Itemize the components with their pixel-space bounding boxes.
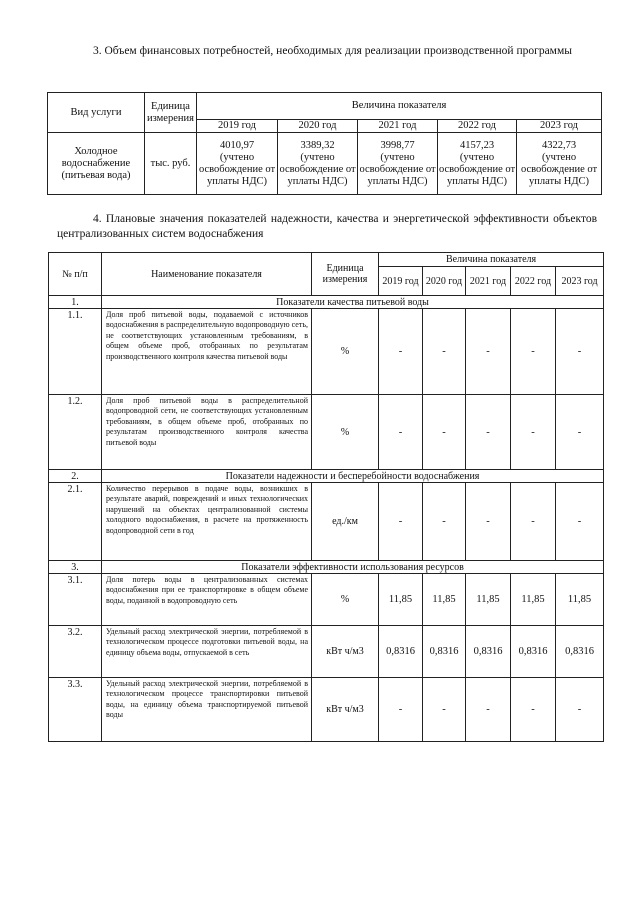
indicator-name: Удельный расход электрической энергии, потребляемой в технологическом процессе транспортировки питьевой воды, на единицу объема транспортируемой питьевой воды: [102, 678, 312, 742]
value-cell: -: [511, 395, 556, 470]
section-num: 2.: [49, 470, 102, 483]
value-number: 3998,77: [380, 139, 415, 151]
year-cell: 2022 год: [511, 267, 556, 296]
indicator-name: Удельный расход электрической энергии, потребляемой в технологическом процессе подготовки питьевой воды, на единицу объема воды, отпускаемой в сеть: [102, 626, 312, 678]
year-cell: 2023 год: [517, 120, 602, 133]
value-number: 4010,97: [219, 139, 255, 151]
value-note: (учтено освобождение от уплаты НДС): [520, 151, 598, 187]
unit-cell: ед./км: [312, 483, 379, 561]
section-num: 3.: [49, 561, 102, 574]
value-cell: -: [423, 309, 466, 395]
value-note: (учтено освобождение от уплаты НДС): [198, 151, 276, 187]
section-title: Показатели качества питьевой воды: [102, 296, 604, 309]
value-cell: 11,85: [379, 574, 423, 626]
value-cell: -: [556, 678, 604, 742]
value-cell: -: [556, 395, 604, 470]
year-cell: 2019 год: [379, 267, 423, 296]
value-cell: -: [379, 395, 423, 470]
value-note: (учтено освобождение от уплаты НДС): [438, 151, 516, 187]
value-cell: -: [466, 483, 511, 561]
value-cell: 0,8316: [379, 626, 423, 678]
year-cell: 2019 год: [197, 120, 278, 133]
value-cell: -: [466, 678, 511, 742]
year-cell: 2023 год: [556, 267, 604, 296]
row-num: 1.2.: [49, 395, 102, 470]
indicator-name: Доля проб питьевой воды, подаваемой с источников водоснабжения в распределительную водопроводную сеть, не соответствующих установленным требованиям, в общем объеме проб, отобранных по результатам производственного контроля качества питьевой воды: [102, 309, 312, 395]
value-note: (учтено освобождение от уплаты НДС): [279, 151, 356, 187]
indicator-name: Доля проб питьевой воды в распределительной водопроводной сети, не соответствующих установленным требованиям, в общем объеме проб, отобранных по результатам производственного контроля качества питьевой воды: [102, 395, 312, 470]
value-number: 4322,73: [541, 139, 577, 151]
col-header-service: Вид услуги: [48, 93, 145, 133]
value-cell: -: [423, 678, 466, 742]
row-num: 3.2.: [49, 626, 102, 678]
value-cell: -: [556, 309, 604, 395]
col-header-unit: Единица измерения: [312, 253, 379, 296]
value-cell: 11,85: [556, 574, 604, 626]
table-header-row: [49, 253, 604, 267]
col-header-num: № п/п: [49, 253, 102, 296]
value-cell: 0,8316: [556, 626, 604, 678]
table-row: [49, 395, 604, 470]
section3-heading: 3. Объем финансовых потребностей, необходимых для реализации производственной программы: [93, 45, 572, 57]
value-cell: -: [466, 395, 511, 470]
value-cell: -: [423, 483, 466, 561]
unit-cell: %: [312, 309, 379, 395]
table-header-row: [48, 93, 602, 120]
value-cell: 0,8316: [511, 626, 556, 678]
value-cell: 0,8316: [466, 626, 511, 678]
value-cell: -: [511, 678, 556, 742]
table-row: [49, 626, 604, 678]
table-row: [49, 678, 604, 742]
section4-heading: 4. Плановые значения показателей надежности, качества и энергетической эффективности объектов централизованных систем водоснабжения: [57, 213, 597, 240]
col-header-value: Величина показателя: [197, 93, 602, 120]
section-row: [49, 561, 604, 574]
unit-cell: %: [312, 574, 379, 626]
value-cell: 0,8316: [423, 626, 466, 678]
year-cell: 2020 год: [423, 267, 466, 296]
value-cell: [438, 133, 517, 195]
col-header-value: Величина показателя: [379, 253, 604, 267]
row-num: 1.1.: [49, 309, 102, 395]
value-cell: -: [511, 309, 556, 395]
value-cell: [517, 133, 602, 195]
row-num: 3.1.: [49, 574, 102, 626]
value-cell: -: [379, 678, 423, 742]
table-row: [49, 483, 604, 561]
row-num: 2.1.: [49, 483, 102, 561]
financial-needs-table: [47, 92, 602, 195]
value-cell: 11,85: [511, 574, 556, 626]
value-cell: -: [379, 309, 423, 395]
unit-cell: кВт ч/м3: [312, 678, 379, 742]
table-row: [49, 574, 604, 626]
value-cell: [278, 133, 358, 195]
indicators-table: [48, 252, 604, 742]
unit-cell: тыс. руб.: [145, 133, 197, 195]
value-cell: 11,85: [423, 574, 466, 626]
value-cell: [197, 133, 278, 195]
value-cell: -: [379, 483, 423, 561]
value-cell: -: [423, 395, 466, 470]
row-num: 3.3.: [49, 678, 102, 742]
table-row: [48, 133, 602, 195]
section-title: Показатели эффективности использования ресурсов: [102, 561, 604, 574]
section-num: 1.: [49, 296, 102, 309]
value-number: 4157,23: [459, 139, 495, 151]
value-cell: -: [511, 483, 556, 561]
year-cell: 2020 год: [278, 120, 358, 133]
year-cell: 2021 год: [358, 120, 438, 133]
service-cell: Холодное водоснабжение (питьевая вода): [48, 133, 145, 195]
value-note: (учтено освобождение от уплаты НДС): [359, 151, 436, 187]
col-header-name: Наименование показателя: [102, 253, 312, 296]
unit-cell: %: [312, 395, 379, 470]
value-cell: [358, 133, 438, 195]
table-row: [49, 309, 604, 395]
value-cell: -: [466, 309, 511, 395]
value-number: 3389,32: [300, 139, 335, 151]
section-row: [49, 470, 604, 483]
value-cell: -: [556, 483, 604, 561]
year-cell: 2021 год: [466, 267, 511, 296]
year-cell: 2022 год: [438, 120, 517, 133]
section-row: [49, 296, 604, 309]
section-title: Показатели надежности и бесперебойности водоснабжения: [102, 470, 604, 483]
unit-cell: кВт ч/м3: [312, 626, 379, 678]
indicator-name: Доля потерь воды в централизованных системах водоснабжения при ее транспортировке в общем объеме воды, поданной в водопроводную сеть: [102, 574, 312, 626]
col-header-unit: Единица измерения: [145, 93, 197, 133]
indicator-name: Количество перерывов в подаче воды, возникших в результате аварий, повреждений и иных технологических нарушений на объектах централизованной системы холодного водоснабжения, в расчете на протяженность водопроводной сети в год: [102, 483, 312, 561]
value-cell: 11,85: [466, 574, 511, 626]
